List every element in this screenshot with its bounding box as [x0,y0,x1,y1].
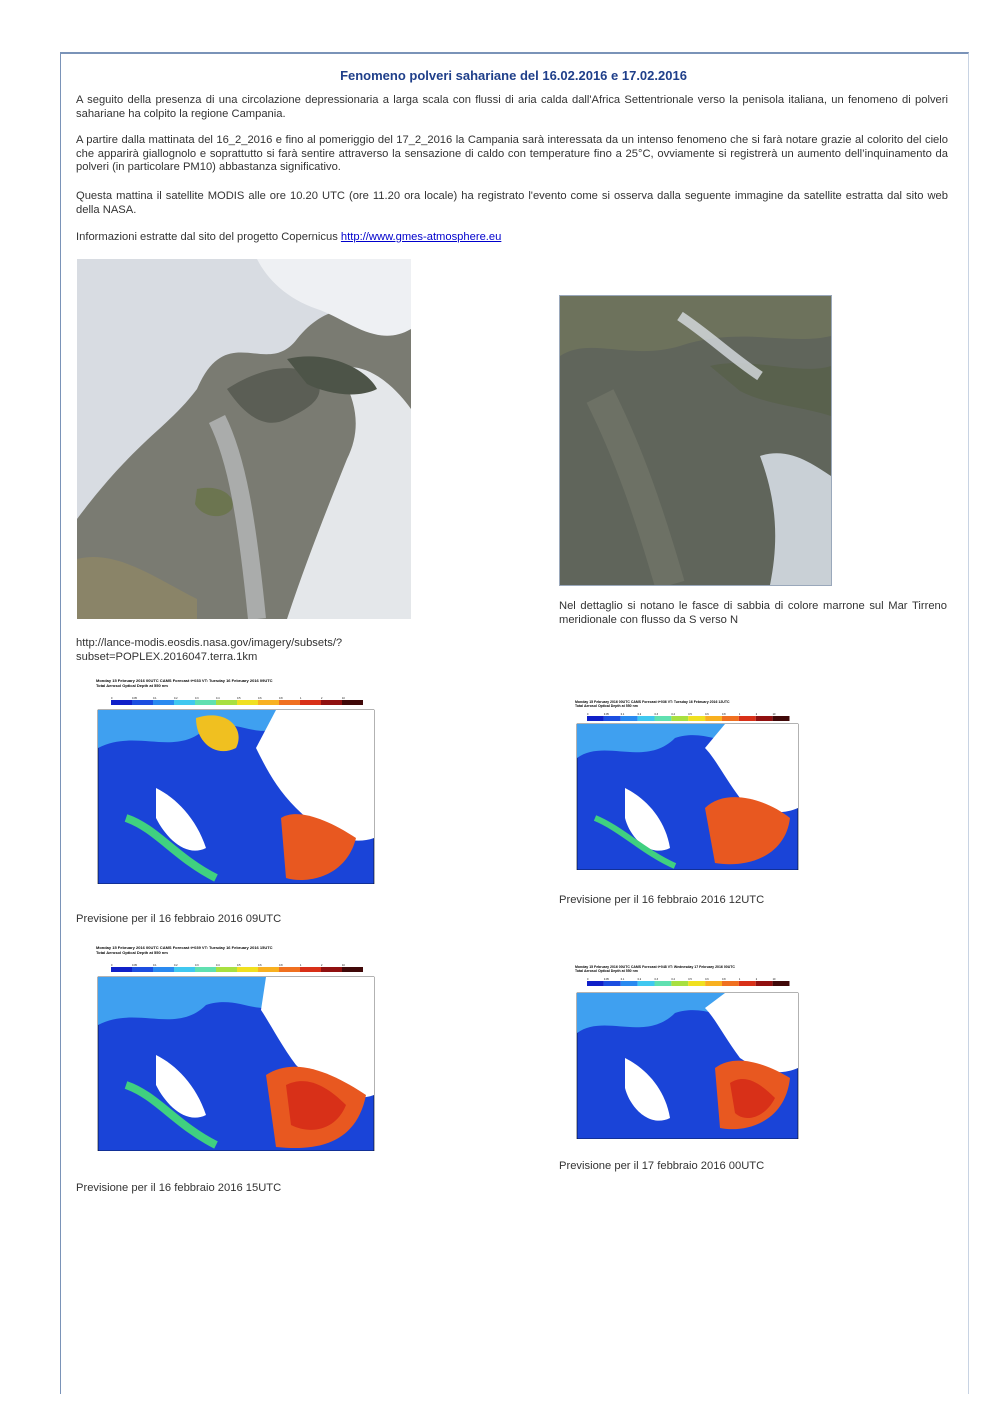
legend-swatch [111,967,132,972]
legend-swatch [195,967,216,972]
legend-tick-label: 0.2 [174,964,178,967]
forecast-caption-3: Previsione per il 16 febbraio 2016 15UTC [76,1182,282,1194]
legend-swatch [756,716,773,721]
legend-tick-label: 1 [300,697,302,700]
forecast-map-graphic [96,688,376,884]
legend-swatch [655,981,672,986]
legend-swatch [216,700,237,705]
legend-swatch [688,981,705,986]
legend-swatch [342,967,363,972]
legend-tick-label: 0.05 [603,713,609,716]
legend-tick-label: 0.6 [258,964,262,967]
legend-tick-label: 0 [587,978,589,981]
legend-swatch [638,716,655,721]
legend-tick-label: 0.8 [279,964,283,967]
legend-tick-label: 0.3 [195,697,199,700]
legend-tick-label: 0.5 [688,713,692,716]
legend-tick-label: 0.4 [216,697,220,700]
legend-tick-label: 0.3 [654,713,658,716]
legend-tick-label: 0.3 [195,964,199,967]
legend-swatch [722,981,739,986]
forecast-map-17feb-00utc [575,965,800,1141]
modis-satellite-image [77,259,411,619]
legend-tick-label: 0.8 [722,978,726,981]
legend-swatch [300,967,321,972]
forecast-map-16feb-15utc [96,945,376,1155]
legend-tick-label: 2 [321,697,323,700]
legend-tick-label: 0.5 [237,697,241,700]
forecast-subtitle: Total Aerosol Optical Depth at 550 nm [96,683,168,688]
legend-tick-label: 0.8 [722,713,726,716]
legend-swatch [279,700,300,705]
legend-tick-label: 0 [587,713,589,716]
legend-swatch [174,700,195,705]
legend-swatch [132,700,153,705]
forecast-map-16feb-12utc [575,700,800,872]
legend-swatch [773,981,790,986]
legend-swatch [321,700,342,705]
forecast-subtitle: Total Aerosol Optical Depth at 550 nm [575,704,638,708]
legend-tick-label: 10 [342,964,345,967]
legend-swatch [688,716,705,721]
legend-swatch [739,716,756,721]
legend-swatch [587,981,604,986]
legend-tick-label: 0.5 [237,964,241,967]
legend-swatch [756,981,773,986]
legend-tick-label: 1 [738,713,741,716]
legend-swatch [321,967,342,972]
legend-tick-label: 0.6 [705,713,709,716]
legend-tick-label: 0.05 [132,964,137,967]
copernicus-paragraph [76,231,948,245]
legend-swatch [153,967,174,972]
legend-swatch [604,981,621,986]
intro-paragraph: A seguito della presenza di una circolazione depressionaria a larga scala con flussi di aria calda dall'Africa Settentrionale verso la penisola italiana, un fenomeno di polveri sahariane ha colpito la regione Campania. [76,94,948,120]
legend-tick-label: 2 [755,713,758,716]
satellite-source-url: http://lance-modis.eosdis.nasa.gov/imagery/subsets/?subset=POPLEX.2016047.terra.1km [76,637,343,663]
legend-tick-label: 0.05 [603,978,609,981]
legend-tick-label: 0.2 [637,713,642,716]
legend-tick-label: 0.1 [620,713,625,716]
forecast-map-16feb-09utc [96,678,376,888]
legend-swatch [111,700,132,705]
legend-swatch [655,716,672,721]
legend-swatch [258,967,279,972]
forecast-header: Monday 15 February 2016 00UTC CAMS Forecast t+033 VT: Tuesday 16 February 2016 09UTC [96,678,273,683]
forecast-map-graphic [575,708,800,870]
forecast-caption-4: Previsione per il 17 febbraio 2016 00UTC [559,1160,765,1172]
legend-swatch [195,700,216,705]
legend-tick-label: 2 [321,964,323,967]
legend-swatch [237,700,258,705]
legend-tick-label: 0.6 [258,697,262,700]
forecast-map-graphic [96,955,376,1151]
legend-tick-label: 0.1 [153,964,157,967]
legend-tick-label: 1 [300,964,302,967]
forecast-caption-2: Previsione per il 16 febbraio 2016 12UTC [559,894,765,906]
legend-tick-label: 0.1 [620,978,625,981]
legend-tick-label: 0.4 [216,964,220,967]
forecast-map-graphic [575,973,800,1139]
forecast-header: Monday 15 February 2016 00UTC CAMS Forecast t+036 VT: Tuesday 16 February 2016 12UTC [575,700,730,704]
legend-tick-label: 10 [772,978,776,981]
legend-tick-label: 0.1 [153,697,157,700]
event-paragraph: A partire dalla mattinata del 16_2_2016 e fino al pomeriggio del 17_2_2016 la Campania sarà interessata da un intenso fenomeno che si farà notare grazie al colorito del cielo che apparirà giallognolo e soprattutto si farà sentire attraverso la sensazione di caldo con temperature fino a 25°C, ovviamente si registrerà un aumento dell’inquinamento da polveri (in particolare PM10) abbastanza significativo. [76,134,948,173]
legend-swatch [216,967,237,972]
legend-tick-label: 1 [738,978,741,981]
legend-swatch [153,700,174,705]
forecast-subtitle: Total Aerosol Optical Depth at 550 nm [96,950,168,955]
legend-tick-label: 10 [772,713,776,716]
modis-detail-image [559,295,832,586]
legend-swatch [587,716,604,721]
legend-tick-label: 0.2 [174,697,178,700]
forecast-subtitle: Total Aerosol Optical Depth at 550 nm [575,969,638,973]
legend-tick-label: 10 [342,697,345,700]
legend-swatch [705,981,722,986]
legend-swatch [604,716,621,721]
legend-swatch [174,967,195,972]
legend-swatch [300,700,321,705]
legend-swatch [773,716,790,721]
legend-tick-label: 0.6 [705,978,709,981]
legend-tick-label: 0.4 [671,978,675,981]
legend-swatch [621,716,638,721]
legend-tick-label: 0.5 [688,978,692,981]
legend-swatch [722,716,739,721]
legend-swatch [258,700,279,705]
legend-swatch [671,716,688,721]
legend-swatch [739,981,756,986]
legend-tick-label: 2 [755,978,758,981]
legend-swatch [279,967,300,972]
legend-tick-label: 0.3 [654,978,658,981]
legend-swatch [621,981,638,986]
detail-caption: Nel dettaglio si notano le fasce di sabbia di colore marrone sul Mar Tirreno meridionale con flusso da S verso N [559,600,947,626]
legend-swatch [342,700,363,705]
page-title: Fenomeno polveri sahariane del 16.02.2016 e 17.02.2016 [340,68,687,83]
legend-swatch [237,967,258,972]
forecast-caption-1: Previsione per il 16 febbraio 2016 09UTC [76,913,282,925]
legend-swatch [705,716,722,721]
legend-tick-label: 0 [111,697,113,700]
legend-tick-label: 0.05 [132,697,137,700]
forecast-header: Monday 15 February 2016 00UTC CAMS Forecast t+039 VT: Tuesday 16 February 2016 15UTC [96,945,273,950]
copernicus-link[interactable]: http://www.gmes-atmosphere.eu [340,231,502,243]
legend-tick-label: 0.8 [279,697,283,700]
satellite-paragraph: Questa mattina il satellite MODIS alle ore 10.20 UTC (ore 11.20 ora locale) ha registrato l'evento come si osserva dalla seguente immagine da satellite estratta dal sito web della NASA. [76,190,948,216]
legend-tick-label: 0.4 [671,713,675,716]
legend-tick-label: 0 [111,964,113,967]
forecast-header: Monday 15 February 2016 00UTC CAMS Forecast t+048 VT: Wednesday 17 February 2016 00UTC [575,965,735,969]
legend-tick-label: 0.2 [637,978,642,981]
legend-swatch [638,981,655,986]
legend-swatch [671,981,688,986]
legend-swatch [132,967,153,972]
copernicus-text: Informazioni estratte dal sito del progetto Copernicus [76,231,341,243]
